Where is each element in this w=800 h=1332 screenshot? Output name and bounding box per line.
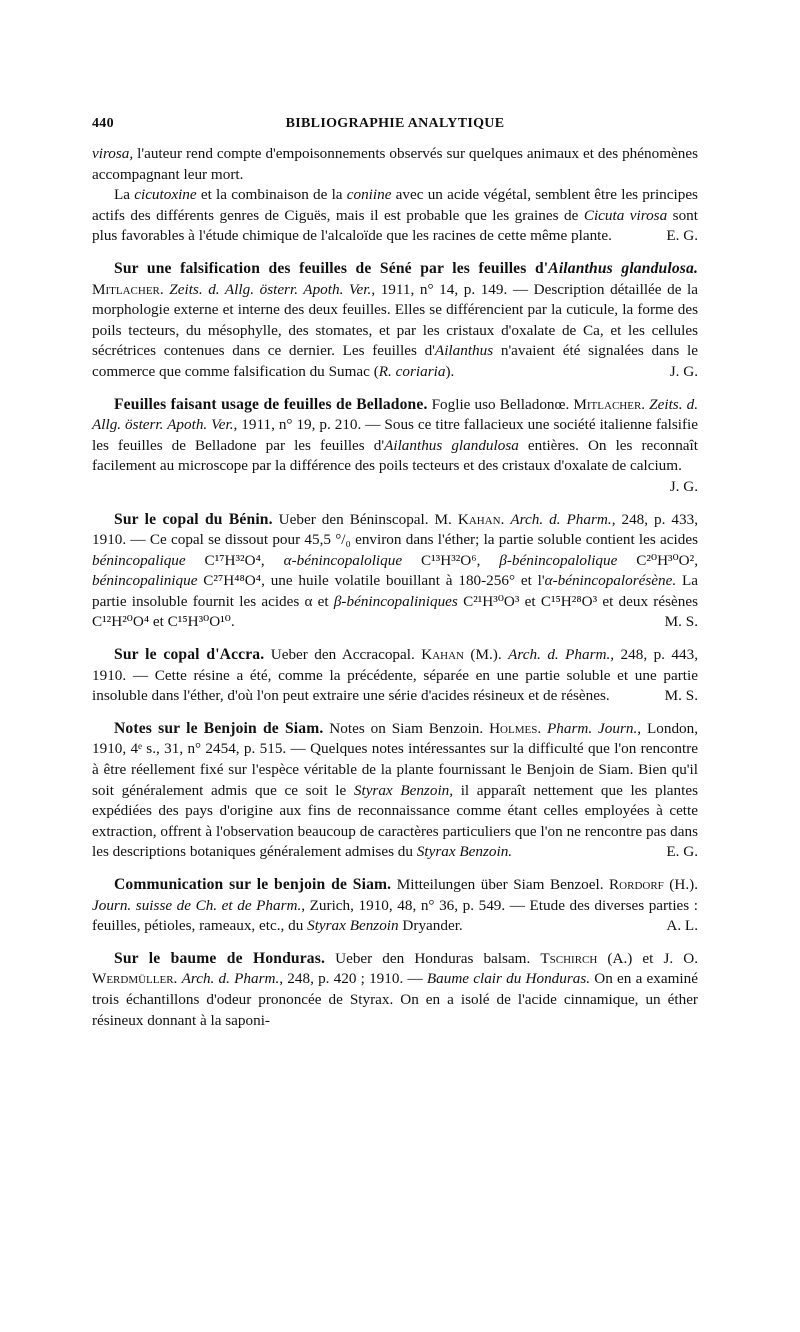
- entry-author: Rordorf: [609, 876, 664, 893]
- entry-author-2: Werdmüller.: [92, 970, 178, 988]
- entry-benjoin-siam-communication: Communication sur le benjoin de Siam. Mitteilungen über Siam Benzoel. Rordorf (H.). Journ. suisse de Ch. et de Pharm., Zurich, 1910, 48, n° 36, p. 549. — Etude des diverses parties : feuilles, pétioles, rameaux, etc., du Styrax Benzoin Dryander. A. L.: [92, 875, 698, 937]
- entry-author: Mitlacher.: [92, 280, 164, 298]
- entry-benjoin-siam-notes: Notes sur le Benjoin de Siam. Notes on Siam Benzoin. Holmes. Pharm. Journ., London, 1910, 4ᵉ s., 31, n° 2454, p. 515. — Quelques notes intéressantes sur la difficulté que l'on rencontre à être réellement fixé sur l'espèce véritable de la plante fournissant le Benjoin de Siam. Bien qu'il soit généralement admis que ce soit le Styrax Benzoin, il apparaît nettement que les plantes expédiées des pays d'origine aux fins de reconnaissance comme étant celles employées à cette extraction, offrent à l'observation beaucoup de caractères particuliers que l'on ne rencontre pas dans les descriptions botaniques généralement admises du Styrax Benzoin. E. G.: [92, 719, 698, 863]
- signature: E. G.: [666, 843, 698, 861]
- entry-author: Mitlacher.: [573, 395, 646, 413]
- entry-title: Communication sur le benjoin de Siam.: [114, 876, 392, 893]
- entry-title: Sur une falsification des feuilles de Séné par les feuilles d': [114, 259, 549, 277]
- page-number: 440: [92, 116, 114, 131]
- signature: J. G.: [669, 362, 698, 380]
- signature: M. S.: [664, 687, 698, 705]
- intro-paragraph-1: virosa, l'auteur rend compte d'empoisonnements observés sur quelques animaux et des phénomènes accompagnant leur mort.: [92, 145, 698, 183]
- signature: A. L.: [666, 917, 698, 935]
- entry-title: Sur le baume de Honduras.: [114, 949, 326, 967]
- intro-paragraph-2: La cicutoxine et la combinaison de la coniine avec un acide végétal, semblent être les principes actifs des différents genres de Ciguës, mais il est probable que les graines de Cicuta virosa sont plus favorables à l'étude chimique de l'alcaloïde que les racines de cette même plante. E. G.: [92, 185, 698, 247]
- signature: M. S.: [664, 613, 698, 631]
- entry-title: Notes sur le Benjoin de Siam.: [114, 719, 324, 737]
- running-title: BIBLIOGRAPHIE ANALYTIQUE: [285, 116, 505, 131]
- entry-title: Sur le copal d'Accra.: [114, 646, 265, 664]
- entry-sene-falsification: Sur une falsification des feuilles de Séné par les feuilles d'Ailanthus glandulosa. Mitlacher. Zeits. d. Allg. österr. Apoth. Ver., 1911, n° 14, p. 149. — Description détaillée de la morphologie externe et interne des deux feuilles. Elles se différencient par la cuticule, la forme des poils tecteurs, du mésophylle, des stomates, et par les cristaux d'oxalate de Ca, et les cellules sécrétrices contenues dans ce dernier. Les feuilles d'Ailanthus n'avaient été signalées dans le commerce que comme falsification du Sumac (R. coriaria). J. G.: [92, 259, 698, 383]
- entry-title: Feuilles faisant usage de feuilles de Belladone.: [114, 395, 428, 413]
- signature: J. G.: [669, 477, 698, 495]
- entry-feuilles-belladone: Feuilles faisant usage de feuilles de Belladone. Foglie uso Belladonœ. Mitlacher. Zeits. d. Allg. österr. Apoth. Ver., 1911, n° 19, p. 210. — Sous ce titre fallacieux une société italienne falsifie les feuilles de Belladone par les feuilles d'Ailanthus glandulosa entières. On les reconnaît facilement au microscope par la différence des poils tecteurs et des cristaux d'oxalate de calcium. J. G.: [92, 395, 698, 498]
- entry-title: Sur le copal du Bénin.: [114, 510, 273, 528]
- page: [92, 116, 698, 1031]
- entry-author: Kahan.: [457, 510, 505, 528]
- signature: E. G.: [666, 227, 698, 245]
- entry-copal-accra: Sur le copal d'Accra. Ueber den Accracopal. Kahan (M.). Arch. d. Pharm., 248, p. 443, 1910. — Cette résine a été, comme la précédente, séparée en une partie soluble et une partie insoluble dans l'éther, d'où l'on peut extraire une série d'acides résineux et de résènes. M. S.: [92, 645, 698, 707]
- entry-copal-benin: Sur le copal du Bénin. Ueber den Béninscopal. M. Kahan. Arch. d. Pharm., 248, p. 433, 1910. — Ce copal se dissout pour 45,5 °/₀ environ dans l'éther; la partie soluble contient les acides bénincopalique C¹⁷H³²O⁴, α-bénincopalolique C¹³H³²O⁶, β-bénincopalolique C²⁰H³⁰O², bénincopalinique C²⁷H⁴⁸O⁴, une huile volatile bouillant à 180-256° et l'α-bénincopalorésène. La partie insoluble fournit les acides α et β-bénincopaliniques C²¹H³⁰O³ et C¹⁵H²⁸O³ et deux résènes C¹²H²⁰O⁴ et C¹⁵H³⁰O¹⁰. M. S.: [92, 510, 698, 634]
- entry-baume-honduras: Sur le baume de Honduras. Ueber den Honduras balsam. Tschirch (A.) et J. O. Werdmüller. Arch. d. Pharm., 248, p. 420 ; 1910. — Baume clair du Honduras. On en a examiné trois échantillons d'odeur prononcée de Styrax. On en a isolé de l'acide cinnamique, un éther résineux donnant à la saponi-: [92, 949, 699, 1029]
- entry-author: Kahan: [421, 646, 464, 664]
- entry-author: Holmes.: [489, 719, 542, 737]
- running-header: [92, 116, 698, 132]
- entry-author: Tschirch: [540, 949, 598, 967]
